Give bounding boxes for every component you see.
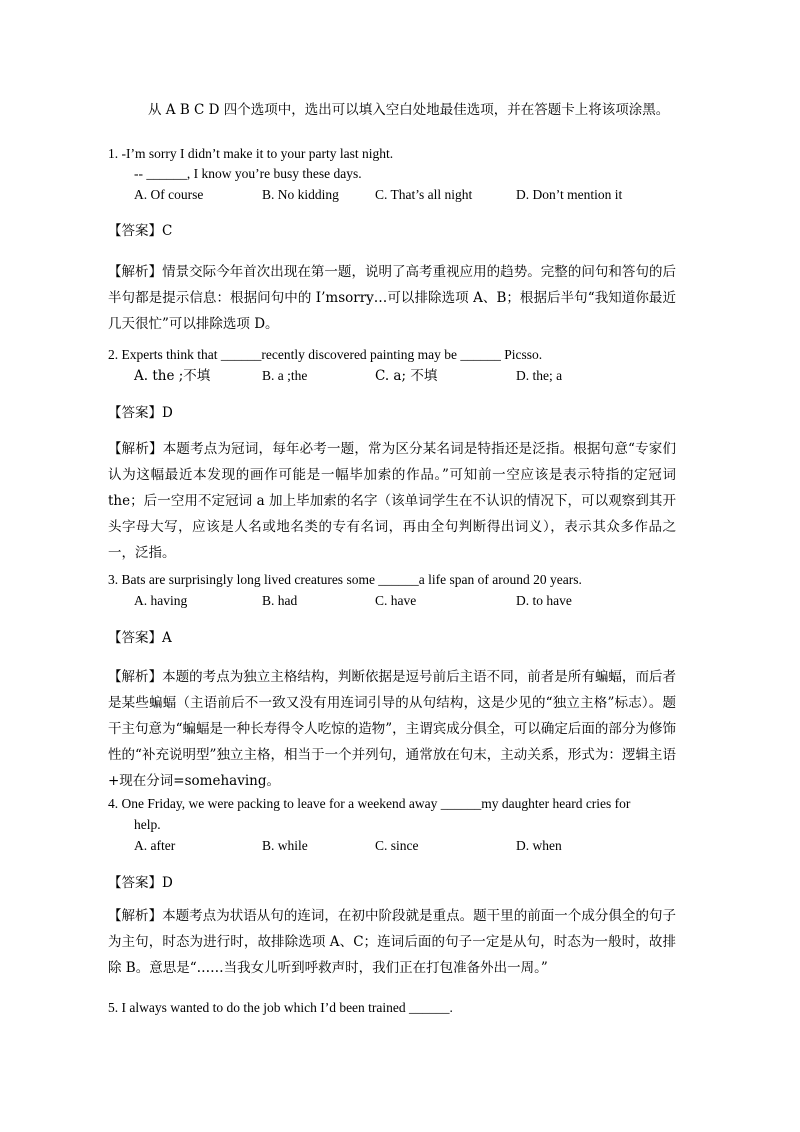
question-2-option-c: C. a; 不填 <box>375 368 438 384</box>
question-1-answer: 【答案】C <box>108 223 173 239</box>
question-3-option-c: C. have <box>375 593 417 608</box>
question-1-option-b: B. No kidding <box>262 187 339 202</box>
question-4-stem-continued: help. <box>134 817 161 832</box>
question-2-option-b: B. a ;the <box>262 368 308 383</box>
question-1-stem-reply: -- ______, I know you’re busy these days. <box>134 166 362 181</box>
question-2-analysis: 【解析】本题考点为冠词，每年必考一题，常为区分某名词是特指还是泛指。根据句意“专家们认为这幅最近本发现的画作可能是一幅毕加索的作品。”可知前一空应该是表示特指的定冠词 the；后一空用不定冠词 a 加上毕加索的名字（该单词学生在不认识的情况下，可以观察到其开头字母大写，应该是人名或地名类的专有名词，再由全句判断得出词义），表示其众多作品之一，泛指。 <box>108 441 676 561</box>
question-1-analysis: 【解析】情景交际今年首次出现在第一题，说明了高考重视应用的趋势。完整的问句和答句的后半句都是提示信息：根据问句中的 I’msorry…可以排除选项 A、B；根据后半句“我知道你最近几天很忙”可以排除选项 D。 <box>108 264 676 332</box>
question-4-stem: 4. One Friday, we were packing to leave for a weekend away ______my daughter heard cries for <box>108 796 631 811</box>
question-4-option-b: B. while <box>262 838 308 853</box>
question-2-stem: 2. Experts think that ______recently discovered painting may be ______ Picsso. <box>108 347 543 362</box>
question-5-stem: 5. I always wanted to do the job which I’d been trained ______. <box>108 1000 453 1015</box>
question-4-answer: 【答案】D <box>108 875 173 891</box>
question-2-option-d: D. the; a <box>516 368 563 383</box>
question-4-analysis: 【解析】本题考点为状语从句的连词，在初中阶段就是重点。题干里的前面一个成分俱全的句子为主句，时态为进行时，故排除选项 A、C；连词后面的句子一定是从句，时态为一般时，故排除 B。意思是“……当我女儿听到呼救声时，我们正在打包准备外出一周。” <box>108 908 676 976</box>
question-4-option-c: C. since <box>375 838 419 853</box>
question-3-stem: 3. Bats are surprisingly long lived creatures some ______a life span of around 20 years. <box>108 572 582 587</box>
question-1-option-c: C. That’s all night <box>375 187 473 202</box>
instruction: 从 A B C D 四个选项中，选出可以填入空白处地最佳选项，并在答题卡上将该项涂黑。 <box>148 102 670 118</box>
question-3-option-b: B. had <box>262 593 298 608</box>
question-4-option-d: D. when <box>516 838 562 853</box>
question-1-option-a: A. Of course <box>134 187 204 202</box>
question-2-option-a: A. the ;不填 <box>134 368 211 384</box>
question-3-option-d: D. to have <box>516 593 572 608</box>
question-3-option-a: A. having <box>134 593 188 608</box>
question-1-option-d: D. Don’t mention it <box>516 187 623 202</box>
question-4-option-a: A. after <box>134 838 176 853</box>
question-1-stem: 1. -I’m sorry I didn’t make it to your party last night. <box>108 146 394 161</box>
question-3-answer: 【答案】A <box>108 630 172 646</box>
question-2-answer: 【答案】D <box>108 405 173 421</box>
question-3-analysis: 【解析】本题的考点为独立主格结构，判断依据是逗号前后主语不同，前者是所有蝙蝠，而后者是某些蝙蝠（主语前后不一致又没有用连词引导的从句结构，这是少见的“独立主格”标志）。题干主句意为“蝙蝠是一种长寿得令人吃惊的造物”，主谓宾成分俱全，可以确定后面的部分为修饰性的“补充说明型”独立主格，相当于一个并列句，通常放在句末，主动关系，形式为：逻辑主语+现在分词=somehaving。 <box>108 669 676 789</box>
